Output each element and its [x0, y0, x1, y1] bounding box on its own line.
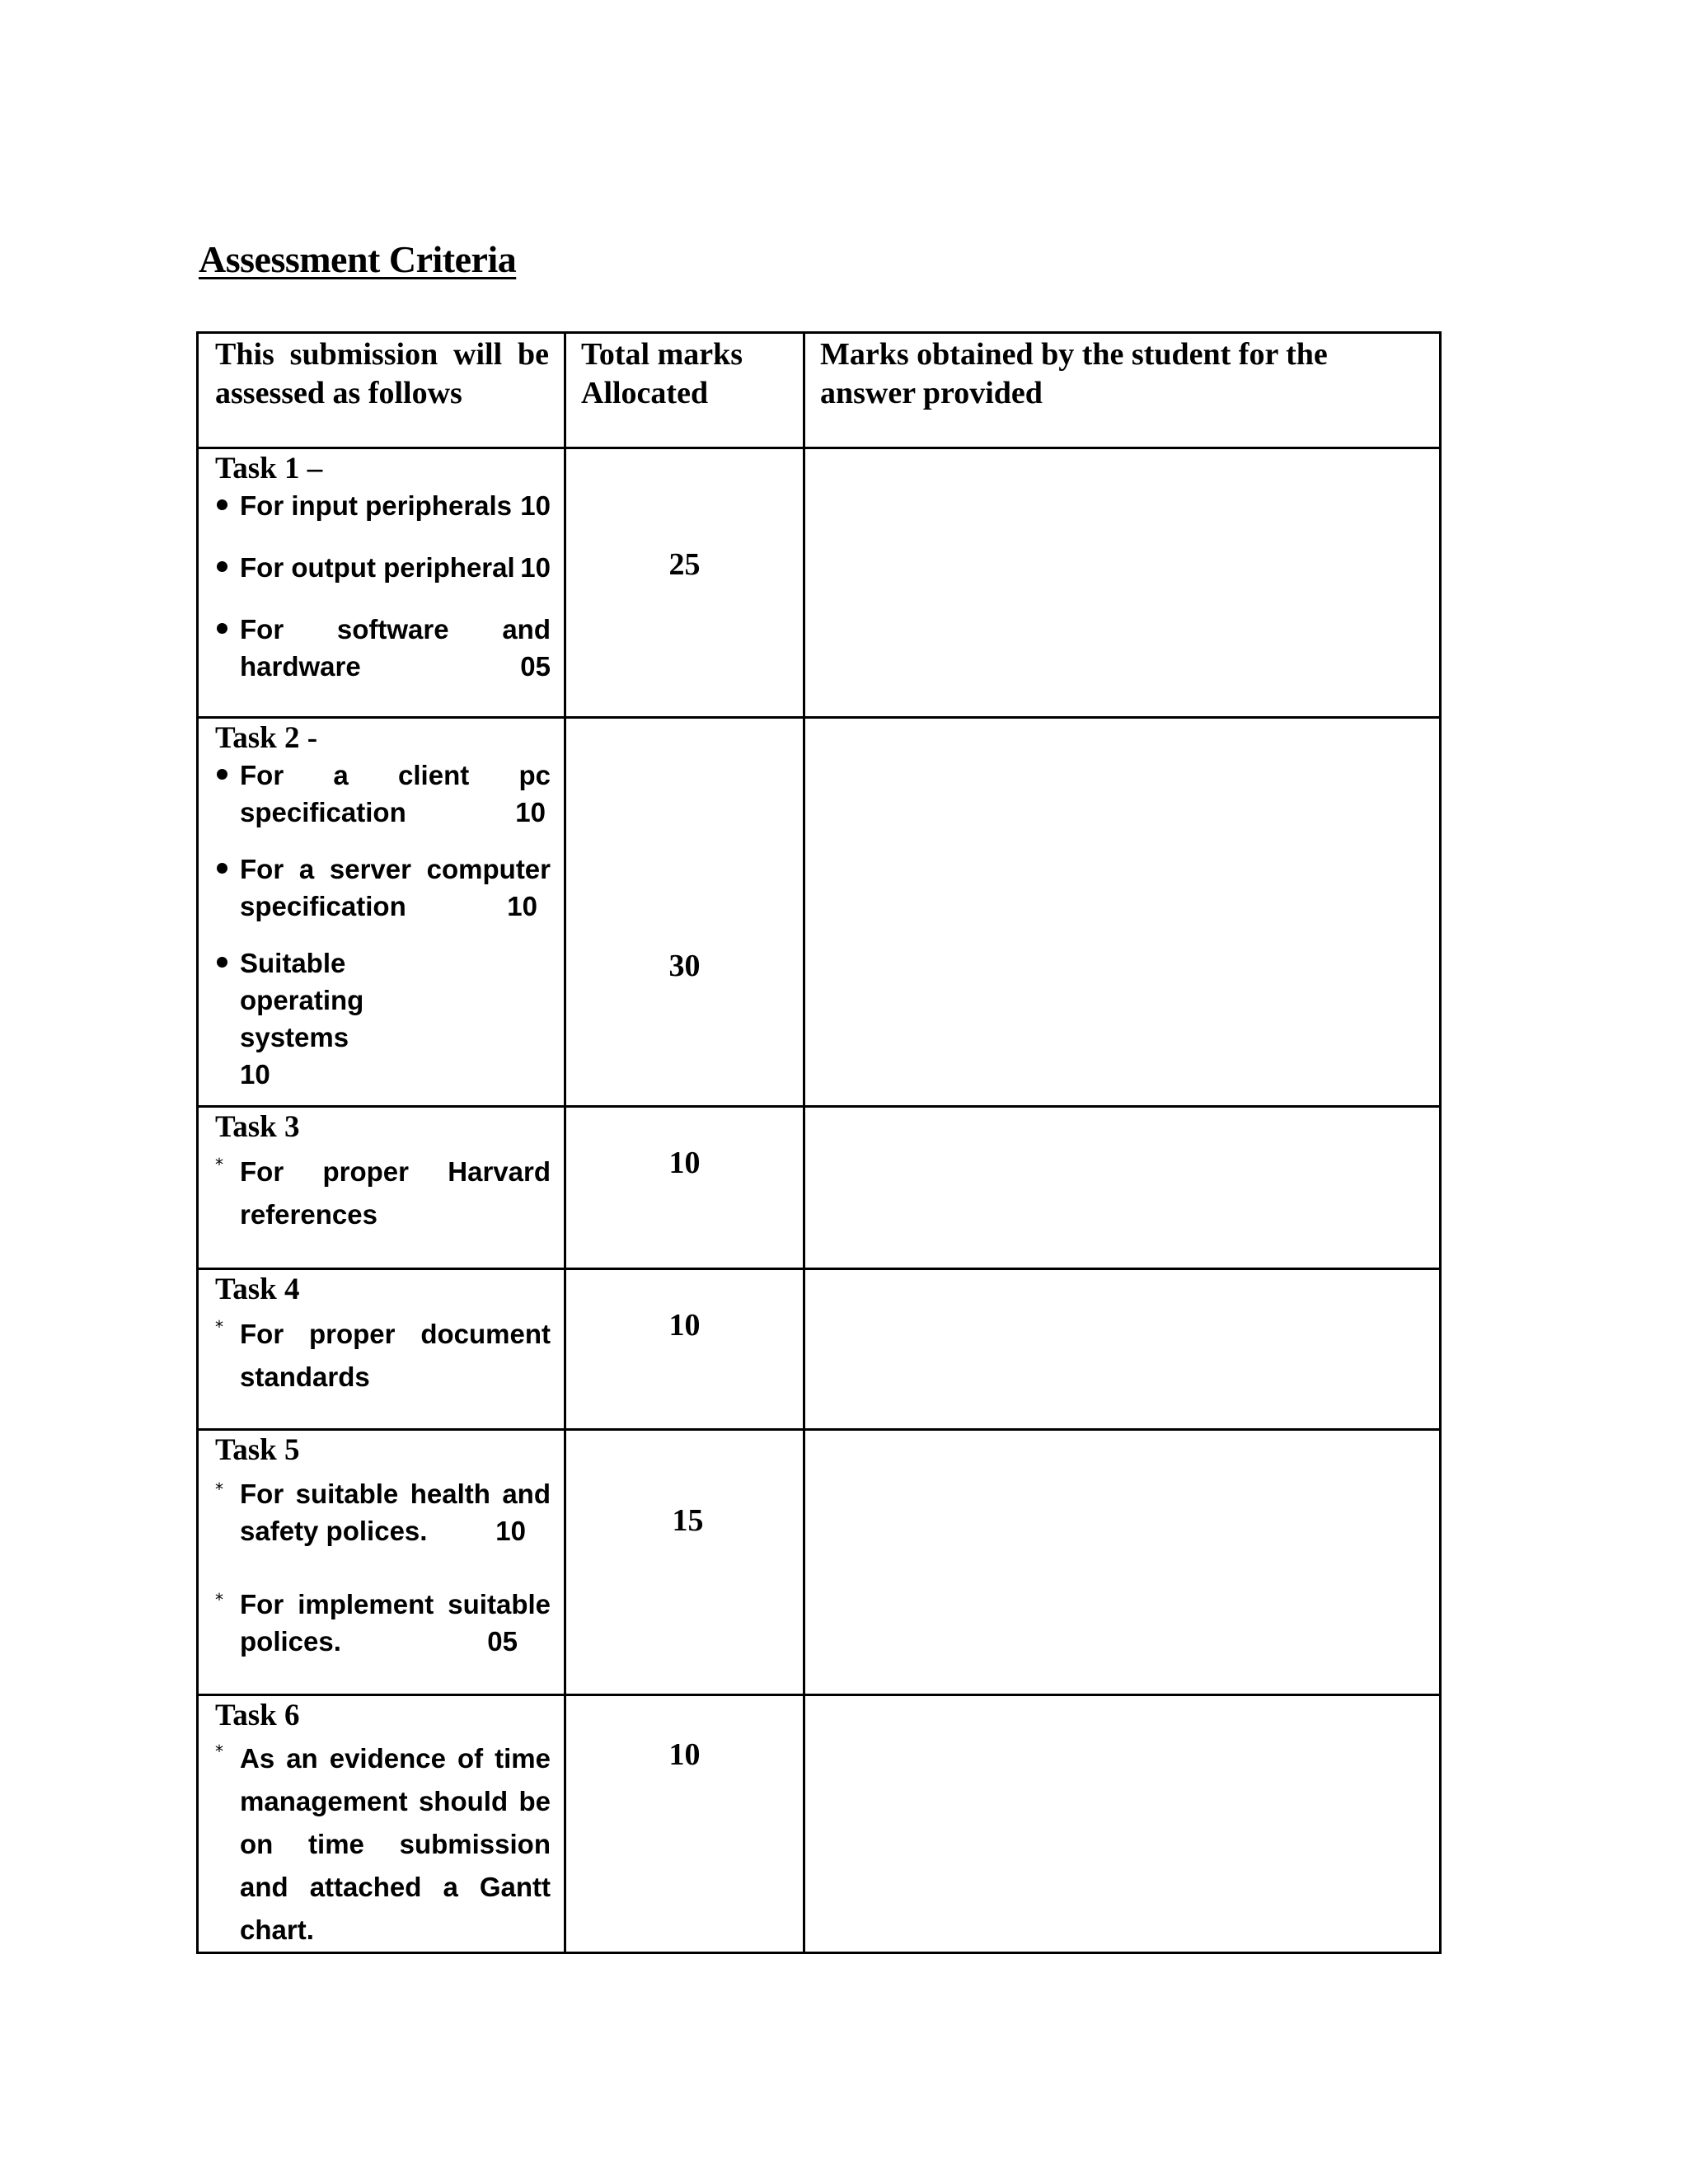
criteria-item-marks: 10 — [520, 490, 551, 521]
criteria-item-text: For a client pc specification — [240, 760, 551, 827]
task-1-marks-obtained[interactable] — [804, 448, 1441, 718]
asterisk-icon: * — [215, 1317, 223, 1337]
criteria-item-text: As an evidence of time management should be on time submission and attached a Gantt chart. — [240, 1743, 551, 1945]
criteria-item-text: For proper document standards — [240, 1319, 551, 1392]
criteria-item-marks: 10 — [520, 552, 551, 583]
table-header-row — [198, 333, 1441, 448]
task-6-title: Task 6 — [215, 1699, 300, 1732]
criteria-item — [215, 487, 551, 524]
page-title: Assessment Criteria — [199, 238, 517, 280]
task-3-title: Task 3 — [215, 1110, 300, 1144]
header-criteria: This submission will be assessed as follows — [198, 333, 565, 448]
task-4-marks-obtained[interactable] — [804, 1269, 1441, 1430]
task-4-total-marks — [565, 1269, 804, 1430]
total-marks-value: 15 — [672, 1503, 704, 1538]
asterisk-icon: * — [215, 1155, 223, 1174]
criteria-item-text: Suitable operating systems — [240, 948, 364, 1052]
task-6-criteria — [198, 1695, 565, 1953]
criteria-item — [215, 1475, 551, 1549]
task-5-title: Task 5 — [215, 1433, 300, 1467]
task-4-title: Task 4 — [215, 1272, 300, 1306]
asterisk-icon: * — [215, 1479, 223, 1499]
total-marks-value: 10 — [668, 1146, 701, 1180]
criteria-item-marks: 10 — [240, 1059, 270, 1090]
criteria-item-text: For output peripheral — [240, 552, 515, 583]
criteria-item — [215, 944, 551, 1093]
criteria-item-text: For proper Harvard references — [240, 1156, 551, 1230]
criteria-item-text: For software and hardware — [240, 614, 551, 682]
criteria-item — [215, 1313, 551, 1399]
total-marks-value: 30 — [668, 949, 701, 983]
criteria-item — [215, 1151, 551, 1236]
criteria-item-marks: 10 — [515, 797, 546, 827]
task-5-marks-obtained[interactable] — [804, 1430, 1441, 1695]
table-row — [198, 1695, 1441, 1953]
total-marks-value: 10 — [668, 1308, 701, 1343]
criteria-item — [215, 611, 551, 685]
task-1-total-marks — [565, 448, 804, 718]
task-6-marks-obtained[interactable] — [804, 1695, 1441, 1953]
task-1-criteria — [198, 448, 565, 718]
criteria-item-marks: 10 — [507, 891, 537, 921]
asterisk-icon: * — [215, 1590, 223, 1610]
criteria-item-marks: 10 — [495, 1516, 526, 1546]
criteria-item — [215, 549, 551, 586]
criteria-item — [215, 1737, 551, 1952]
criteria-item-text: For suitable health and safety polices. — [240, 1479, 551, 1546]
table-row — [198, 1269, 1441, 1430]
task-5-total-marks — [565, 1430, 804, 1695]
task-3-criteria — [198, 1107, 565, 1269]
asterisk-icon: * — [215, 1741, 223, 1761]
task-2-total-marks — [565, 718, 804, 1107]
table-row — [198, 1430, 1441, 1695]
task-6-total-marks — [565, 1695, 804, 1953]
task-5-criteria — [198, 1430, 565, 1695]
criteria-item — [215, 1586, 551, 1660]
criteria-item-marks: 05 — [487, 1626, 518, 1657]
criteria-item-text: For a server computer specification — [240, 854, 551, 921]
task-3-marks-obtained[interactable] — [804, 1107, 1441, 1269]
header-total-marks: Total marks Allocated — [565, 333, 804, 448]
criteria-item — [215, 851, 551, 925]
criteria-item-text: For input peripherals — [240, 490, 513, 521]
header-marks-obtained: Marks obtained by the student for the answer provided — [804, 333, 1441, 448]
table-row — [198, 448, 1441, 718]
task-1-title: Task 1 – — [215, 452, 323, 485]
assessment-criteria-table — [196, 331, 1442, 1954]
task-2-marks-obtained[interactable] — [804, 718, 1441, 1107]
task-3-total-marks — [565, 1107, 804, 1269]
table-row — [198, 718, 1441, 1107]
criteria-item-text: For implement suitable polices. — [240, 1589, 551, 1657]
task-4-criteria — [198, 1269, 565, 1430]
table-row — [198, 1107, 1441, 1269]
total-marks-value: 10 — [668, 1737, 701, 1772]
task-2-criteria — [198, 718, 565, 1107]
total-marks-value: 25 — [668, 547, 701, 582]
criteria-item-marks: 05 — [520, 651, 551, 682]
criteria-item — [215, 757, 551, 831]
task-2-title: Task 2 - — [215, 721, 318, 755]
